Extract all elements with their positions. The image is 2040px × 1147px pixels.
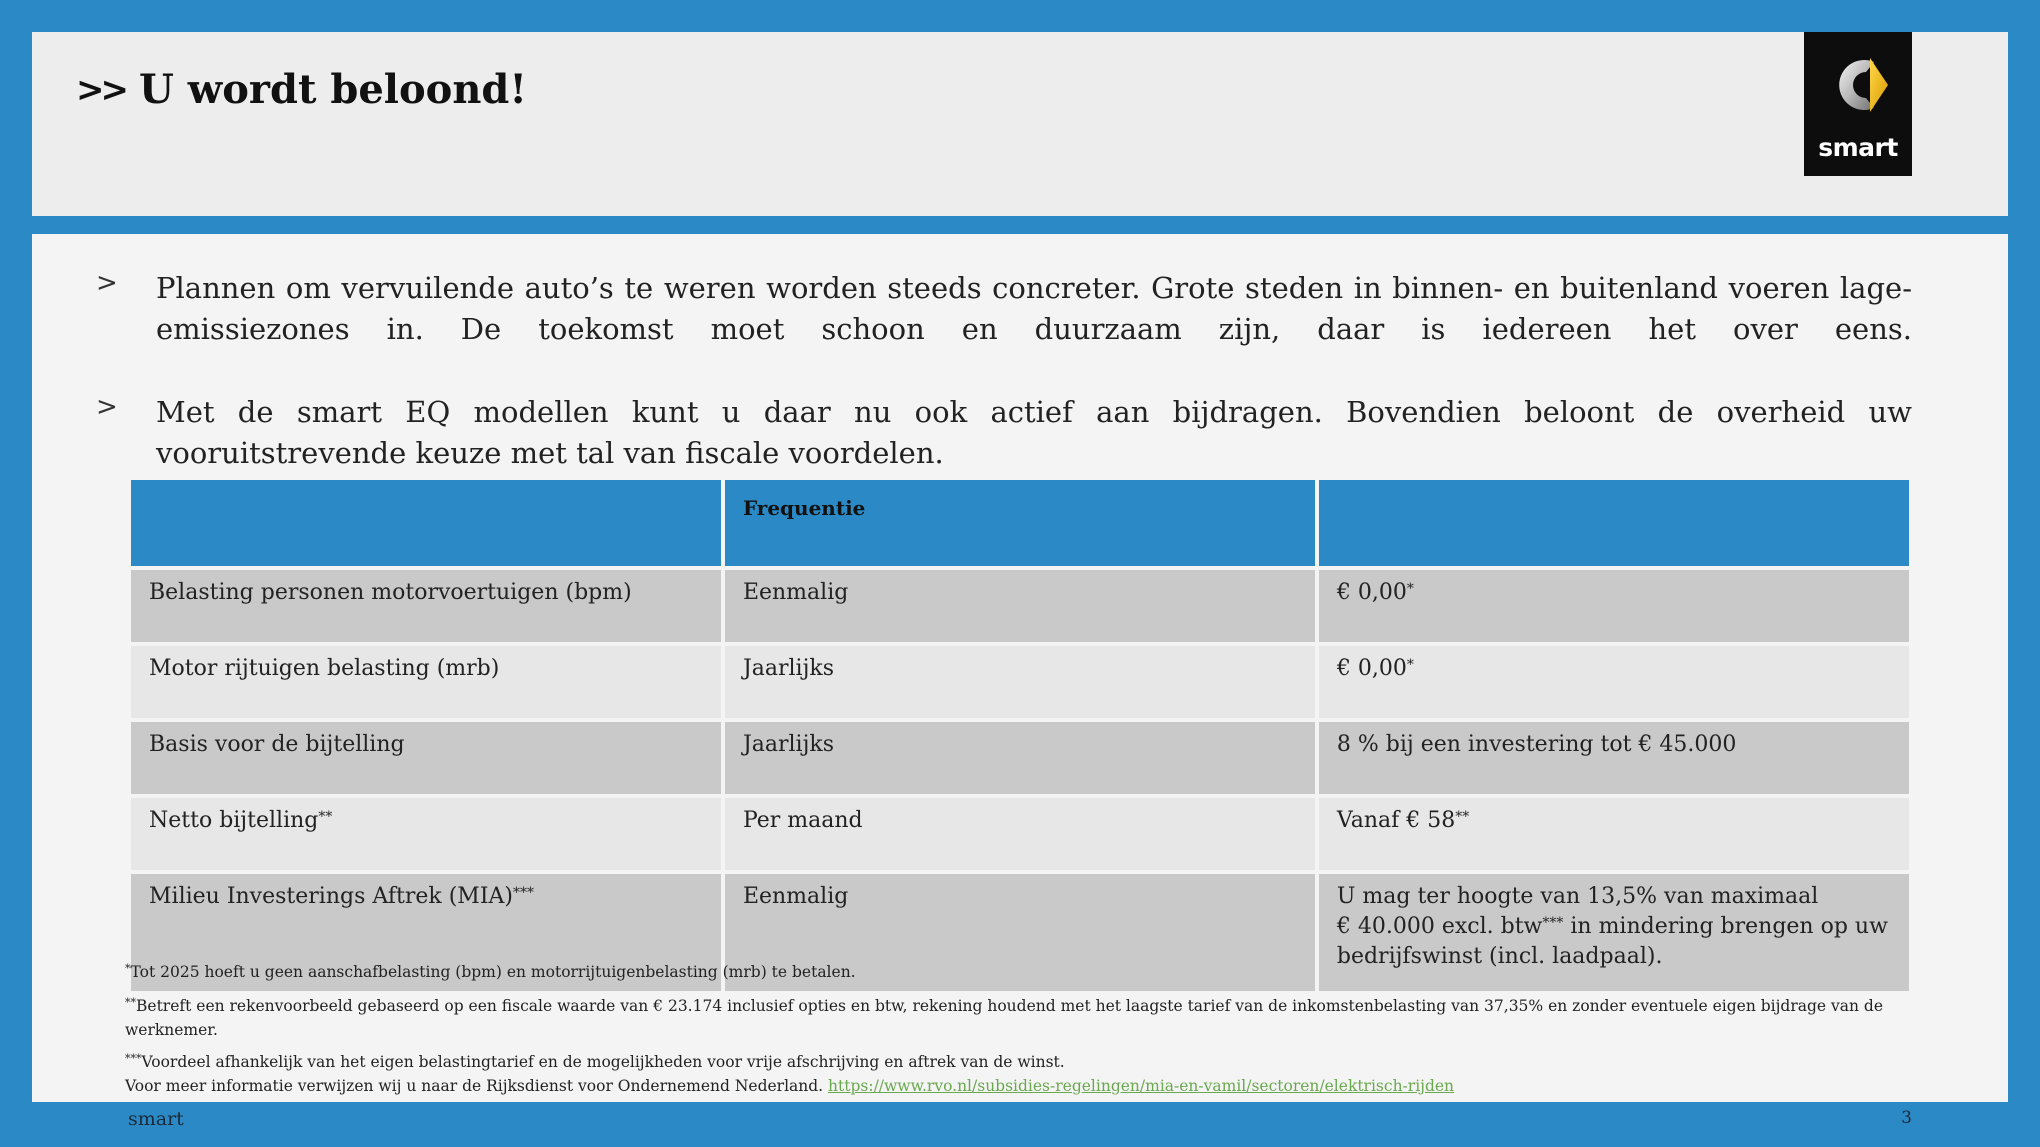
title-row <box>76 66 527 113</box>
value-text: € 40.000 excl. btw <box>1336 914 1543 939</box>
footnote <box>125 994 1925 1042</box>
table-cell-frequency: Eenmalig <box>723 872 1317 993</box>
item-label: Motor rijtuigen belasting (mrb) <box>149 656 500 681</box>
item-label: Belasting personen motorvoertuigen (bpm) <box>149 580 632 605</box>
footnote-marker: * <box>1406 657 1414 673</box>
table-cell-item <box>129 644 723 720</box>
value-line: bedrijfswinst (incl. laadpaal). <box>1336 944 1663 969</box>
bullet-text: Met de smart EQ modellen kunt u daar nu ook actief aan bijdragen. Bovendien beloont de overheid uw vooruitstrevende keuze met tal van fiscale voordelen. <box>156 395 1912 470</box>
smart-logo-icon <box>1804 32 1912 132</box>
table-cell-item <box>129 720 723 796</box>
footnote-marker: *** <box>512 885 534 901</box>
table-cell-value <box>1317 720 1911 796</box>
footnote <box>125 1074 1925 1098</box>
footnote-text: Betreft een rekenvoorbeeld gebaseerd op een fiscale waarde van € 23.174 inclusief opties en btw, rekening houdend met het laagste tarief van de inkomstenbelasting van 37,35% en zonder eventuele eigen bijdrage van de werknemer. <box>125 997 1884 1039</box>
value-label: 8 % bij een investering tot € 45.000 <box>1336 732 1737 757</box>
footnote <box>125 1050 1925 1074</box>
footnote-marker: ** <box>1455 809 1470 825</box>
chevron-right-icon: > <box>96 268 118 298</box>
value-label: € 0,00 <box>1336 656 1407 681</box>
header-cell-frequency: Frequentie <box>723 478 1317 568</box>
value-label: Vanaf € 58 <box>1336 808 1456 833</box>
table-cell-item <box>129 568 723 644</box>
footnote-text: Tot 2025 hoeft u geen aanschafbelasting (bpm) en motorrijtuigenbelasting (mrb) te betalen. <box>130 963 856 981</box>
header-cell <box>129 478 723 568</box>
fiscal-benefits-table <box>127 476 1913 995</box>
page-title: U wordt beloond! <box>138 66 527 113</box>
table-row <box>129 796 1911 872</box>
table-cell-value <box>1317 568 1911 644</box>
rvo-link[interactable]: https://www.rvo.nl/subsidies-regelingen/mia-en-vamil/sectoren/elektrisch-rijden <box>828 1077 1455 1095</box>
table-row <box>129 720 1911 796</box>
item-label: Milieu Investerings Aftrek (MIA) <box>149 884 513 909</box>
footnote-marker: *** <box>1542 915 1564 931</box>
table-cell-frequency: Jaarlijks <box>723 644 1317 720</box>
item-label: Netto bijtelling <box>149 808 319 833</box>
footnote-text: Voordeel afhankelijk van het eigen belastingtarief en de mogelijkheden voor vrije afschrijving en aftrek van de winst. <box>141 1053 1065 1071</box>
slide-header <box>32 32 2008 216</box>
chevron-right-icon: > <box>96 392 118 422</box>
double-chevron-icon: >> <box>76 69 125 110</box>
table-cell-frequency: Per maand <box>723 796 1317 872</box>
table-cell-frequency: Jaarlijks <box>723 720 1317 796</box>
table-cell-item <box>129 796 723 872</box>
header-cell <box>1317 478 1911 568</box>
table-row <box>129 644 1911 720</box>
footer-brand: smart <box>128 1108 184 1130</box>
footnote-marker: ** <box>125 996 136 1009</box>
item-label: Basis voor de bijtelling <box>149 732 405 757</box>
table-cell-value <box>1317 644 1911 720</box>
bullet-text: Plannen om vervuilende auto’s te weren worden steeds concreter. Grote steden in binnen- en buitenland voeren lage-emissiezones in. De toekomst moet schoon en duurzaam zijn, daar is iedereen het over eens. <box>156 271 1912 346</box>
footnote-text: Voor meer informatie verwijzen wij u naar de Rijksdienst voor Ondernemend Nederland. <box>125 1077 824 1095</box>
value-line <box>1337 912 1891 942</box>
smart-logo <box>1804 32 1912 176</box>
footnote <box>125 960 1925 984</box>
footnote-marker: * <box>1406 581 1414 597</box>
table-header-row <box>129 478 1911 568</box>
footnote-marker: *** <box>125 1052 142 1065</box>
footnote-marker: ** <box>318 809 333 825</box>
value-line: U mag ter hoogte van 13,5% van maximaal <box>1336 884 1819 909</box>
value-text: in mindering brengen op uw <box>1563 914 1888 939</box>
table-row <box>129 568 1911 644</box>
table-cell-frequency: Eenmalig <box>723 568 1317 644</box>
table-cell-value <box>1317 796 1911 872</box>
page-number: 3 <box>1901 1108 1912 1128</box>
value-label: € 0,00 <box>1336 580 1407 605</box>
logo-wordmark: smart <box>1818 133 1898 162</box>
footnote-marker: * <box>125 962 131 975</box>
